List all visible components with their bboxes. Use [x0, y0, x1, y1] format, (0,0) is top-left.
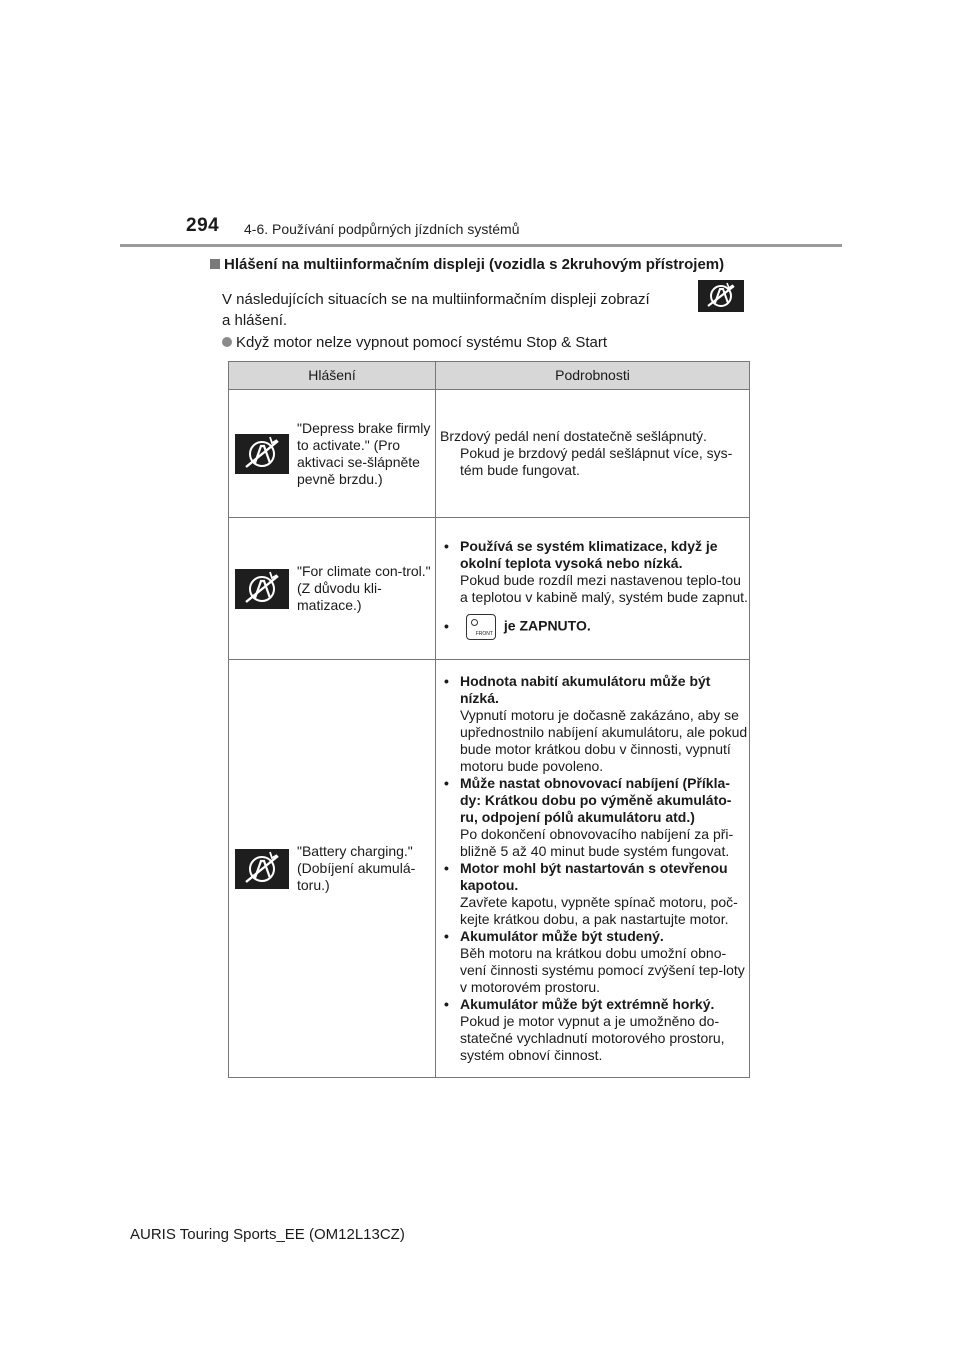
detail-heading: je ZAPNUTO.: [503, 617, 591, 634]
stop-start-cancel-icon: [698, 280, 744, 312]
column-header-details: Podrobnosti: [435, 362, 749, 390]
circle-bullet-icon: [222, 337, 232, 347]
detail-heading: Akumulátor může být extrémně horký.: [459, 996, 715, 1012]
square-bullet-icon: [210, 259, 220, 269]
ac-front-button-icon: FRONT: [466, 614, 496, 640]
chapter-title: 4-6. Používání podpůrných jízdních systémů: [244, 221, 520, 237]
table-row: [229, 660, 750, 1078]
message-text: "For climate con-trol." (Z důvodu kli-matizace.): [297, 563, 431, 613]
detail-heading: Brzdový pedál není dostatečně sešlápnutý.: [439, 428, 707, 444]
stop-start-cancel-icon: [235, 849, 289, 889]
detail-text: Pokud bude rozdíl mezi nastavenou teplo-tou a teplotou v kabině malý, systém bude zapnut.: [459, 571, 748, 605]
page-number: 294: [186, 215, 220, 236]
detail-heading: Akumulátor může být studený.: [459, 928, 664, 944]
intro-text-continued: a hlášení.: [222, 312, 288, 329]
table-row: [229, 518, 750, 660]
detail-heading: Může nastat obnovovací nabíjení (Příkla-dy: Krátkou dobu po výměně akumuláto-ru, odpojení pólů akumulátoru atd.): [459, 775, 732, 825]
stop-start-cancel-icon: [235, 434, 289, 474]
list-item: • Akumulátor může být studený. Běh motoru na krátkou dobu umožní obno-vení činnosti systému pomocí zvýšení tep-loty v motorovém prostoru.: [444, 928, 749, 996]
detail-heading: Motor mohl být nastartován s otevřenou kapotou.: [459, 860, 728, 893]
detail-text: Zavřete kapotu, vypněte spínač motoru, poč-kejte krátkou dobu, a pak nastartujte motor.: [459, 894, 738, 927]
column-header-message: Hlášení: [229, 362, 436, 390]
list-item: • Hodnota nabití akumulátoru může být nízká. Vypnutí motoru je dočasně zakázáno, aby se upřednostnilo nabíjení akumulátoru, ale pokud bude motor krátkou dobu v činnosti, vypnutí motoru bude povoleno.: [443, 673, 748, 774]
list-item: • Motor mohl být nastartován s otevřenou kapotou. Zavřete kapotu, vypněte spínač motoru, poč-kejte krátkou dobu, a pak nastartujte motor.: [444, 860, 749, 928]
list-item: • Může nastat obnovovací nabíjení (Příkla-dy: Krátkou dobu po výměně akumuláto-ru, odpojení pólů akumulátoru atd.) Po dokončení obnovovacího nabíjení za při-bližně 5 až 40 minut bude systém fungovat.: [444, 775, 749, 860]
message-text: "Depress brake firmly to activate." (Pro aktivaci se-šlápněte pevně brzdu.): [297, 419, 431, 487]
detail-text: Vypnutí motoru je dočasně zakázáno, aby se upřednostnilo nabíjení akumulátoru, ale pokud bude motor krátkou dobu v činnosti, vypnutí motoru bude povoleno.: [459, 707, 748, 774]
detail-heading: Používá se systém klimatizace, když je okolní teplota vysoká nebo nízká.: [459, 537, 718, 571]
footer-model-code: AURIS Touring Sports_EE (OM12L13CZ): [130, 1226, 405, 1243]
detail-text: Běh motoru na krátkou dobu umožní obno-vení činnosti systému pomocí zvýšení tep-loty v motorovém prostoru.: [459, 945, 745, 995]
table-row: [229, 390, 750, 518]
detail-text: Po dokončení obnovovacího nabíjení za při-bližně 5 až 40 minut bude systém fungovat.: [459, 826, 734, 859]
list-item: • FRONT je ZAPNUTO.: [444, 614, 749, 640]
table-header-row: [229, 362, 750, 390]
detail-heading: Hodnota nabití akumulátoru může být nízká.: [459, 673, 711, 706]
section-heading-text: Hlášení na multiinformačním displeji (vozidla s 2kruhovým přístrojem): [224, 256, 725, 273]
stop-start-cancel-icon: [235, 569, 289, 609]
list-item: • Používá se systém klimatizace, když je okolní teplota vysoká nebo nízká. Pokud bude rozdíl mezi nastavenou teplo-tou a teplotou v kabině malý, systém bude zapnut.: [443, 537, 748, 605]
section-heading: [210, 256, 724, 273]
messages-table: [228, 361, 750, 1078]
header-rule: [120, 244, 842, 247]
intro-text: V následujících situacích se na multiinformačním displeji zobrazí: [222, 291, 650, 308]
list-item: • Akumulátor může být extrémně horký. Pokud je motor vypnut a je umožněno do-statečné vychladnutí motorového prostoru, systém obnoví činnost.: [444, 996, 749, 1064]
message-text: "Battery charging." (Dobíjení akumulá-toru.): [297, 843, 416, 893]
bullet-text: Když motor nelze vypnout pomocí systému Stop & Start: [236, 334, 608, 351]
detail-text: Pokud je motor vypnut a je umožněno do-statečné vychladnutí motorového prostoru, systém obnoví činnost.: [459, 1013, 725, 1063]
bullet-item: [222, 333, 607, 353]
detail-text: Pokud je brzdový pedál sešlápnut více, sys-tém bude fungovat.: [459, 445, 733, 478]
